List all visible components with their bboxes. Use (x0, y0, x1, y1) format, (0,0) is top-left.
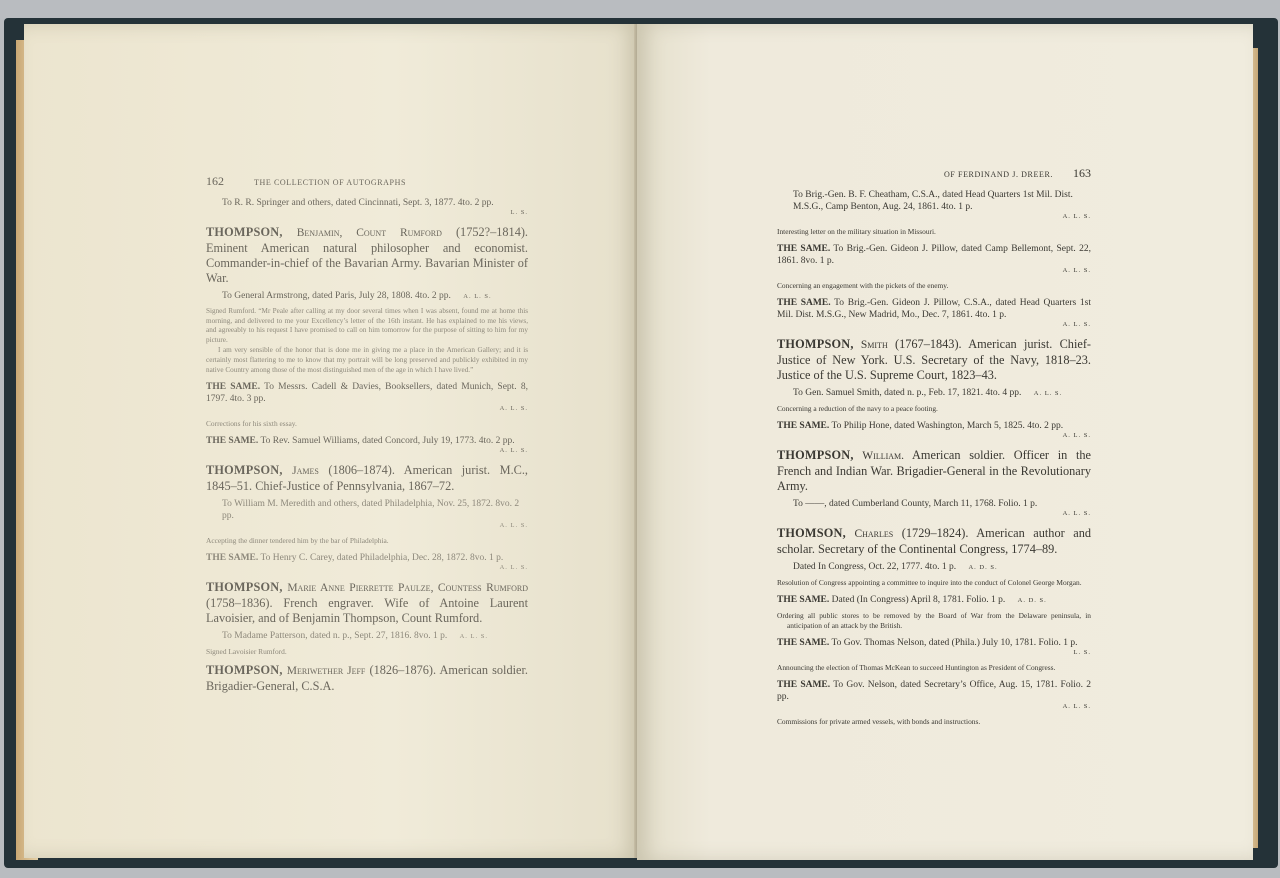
entry-description: (1752?–1814). Eminent American natural philosopher and economist. Commander-in-chief of the Bavarian Army. Bavarian Minister of War. (206, 225, 529, 285)
left-page (24, 24, 638, 858)
ref-code: L. S. (510, 209, 528, 216)
ref-code: A. L. S. (463, 293, 492, 300)
entry-given-name: Marie Anne Pierrette Paulze, Countess Rumford (287, 582, 529, 595)
entry-description: (1806–1874). American jurist. M.C., 1845–51. Chief-Justice of Pennsylvania, 1867–72. (206, 463, 528, 494)
same-text: To Messrs. Cadell & Davies, Booksellers, dated Munich, Sept. 8, 1797. 4to. 3 pp. (206, 382, 528, 405)
ref-text: To R. R. Springer and others, dated Cincinnati, Sept. 3, 1877. 4to. 2 pp. (222, 198, 494, 208)
entry-note: Concerning a reduction of the navy to a peace footing. (777, 404, 938, 413)
same-label: THE SAME. (777, 244, 831, 254)
entry-ref (777, 561, 1091, 574)
entry-same (206, 552, 528, 574)
entry-given-name: James (292, 465, 319, 478)
entry-heading-marie (206, 580, 528, 626)
same-text: To Philip Hone, dated Washington, March 5, 1825. 4to. 2 pp. (831, 421, 1064, 431)
entry-name: THOMSON, (777, 526, 846, 540)
entry-given-name: Meriwether Jeff (286, 665, 366, 678)
entry-name: THOMPSON, (206, 580, 283, 595)
entry-ref (206, 630, 528, 643)
quote-paragraph: I am very sensible of the honor that is done me in giving me a place in the American Gallery; and it is certainly most flattering to me to know that my portrait will be long preserved and publickly exhibited in my native Country among those of the most distinguished men of the age in which I have lived.” (206, 346, 528, 374)
entry-given-name: William. (862, 450, 905, 462)
entry-note: Resolution of Congress appointing a committee to inquire into the conduct of Colonel George Morgan. (777, 578, 1082, 587)
running-head-right (777, 166, 1091, 181)
entry-note: Ordering all public stores to be removed by the Board of War from the Delaware peninsula, in anticipation of an attack by the British. (777, 611, 1091, 630)
same-text: To Gov. Nelson, dated Secretary’s Office, Aug. 15, 1781. Folio. 2 pp. (777, 680, 1091, 702)
entry-same (206, 381, 528, 415)
entry-heading-william (777, 448, 1091, 494)
same-label: THE SAME. (777, 298, 831, 308)
ref-text: To ——, dated Cumberland County, March 11, 1768. Folio. 1 p. (793, 499, 1038, 509)
ref-text: Dated In Congress, Oct. 22, 1777. 4to. 1 p. (793, 562, 957, 572)
right-page (637, 24, 1253, 860)
entry-ref (206, 290, 528, 303)
entry-note: Concerning an engagement with the pickets of the enemy. (777, 281, 949, 290)
entry-note: Interesting letter on the military situation in Missouri. (777, 227, 936, 236)
ref-text: To Brig.-Gen. B. F. Cheatham, C.S.A., dated Head Quarters 1st Mil. Dist. M.S.G., Camp Benton, Aug. 24, 1861. 4to. 1 p. (793, 190, 1073, 212)
ref-code: A. D. S. (968, 564, 998, 571)
ref-code: A. L. S. (499, 522, 528, 530)
page-number-left: 162 (206, 174, 224, 188)
entry-name: THOMPSON, (777, 337, 854, 351)
ref-code: A. L. S. (1062, 267, 1091, 274)
left-page-text (206, 174, 528, 694)
entry-ref (777, 498, 1091, 520)
running-head-title-right: OF FERDINAND J. DREER. (944, 170, 1053, 179)
entry-given-name: Benjamin, Count Rumford (296, 227, 442, 239)
ref-code: A. L. S. (499, 405, 528, 413)
ref-text: To Madame Patterson, dated n. p., Sept. 27, 1816. 8vo. 1 p. (222, 631, 448, 642)
entry-name: THOMPSON, (206, 225, 283, 239)
ref-code: A. L. S. (1033, 390, 1063, 397)
entry-ref (206, 498, 528, 532)
ref-code: A. L. S. (499, 447, 528, 455)
entry-description: (1826–1876). American soldier. Brigadier-General, C.S.A. (206, 663, 528, 694)
entry-note: Announcing the election of Thomas McKean to succeed Huntington as President of Congress. (777, 663, 1056, 672)
entry-ref (206, 197, 528, 219)
entry-name: THOMPSON, (206, 463, 283, 478)
entry-name: THOMPSON, (777, 448, 854, 462)
entry-quote (206, 307, 528, 375)
ref-code: A. L. S. (1062, 432, 1091, 439)
entry-given-name: Smith (860, 339, 888, 351)
ref-code: A. L. S. (459, 633, 488, 641)
ref-code: A. L. S. (1062, 213, 1091, 220)
entry-same (777, 297, 1091, 331)
ref-code: A. L. S. (499, 564, 528, 572)
entry-heading-meriwether (206, 663, 528, 694)
same-text: To Henry C. Carey, dated Philadelphia, Dec. 28, 1872. 8vo. 1 p. (260, 553, 504, 564)
entry-note: Signed Lavoisier Rumford. (206, 647, 287, 657)
entry-heading-charles (777, 526, 1091, 557)
same-label: THE SAME. (777, 595, 830, 605)
same-label: THE SAME. (777, 638, 830, 648)
entry-heading-james (206, 463, 528, 494)
ref-code: L. S. (1073, 649, 1091, 656)
entry-description: American soldier. Officer in the French and Indian War. Brigadier-General in the Revolutionary Army. (777, 448, 1091, 493)
entry-note: Commissions for private armed vessels, with bonds and instructions. (777, 717, 981, 726)
entry-same (777, 637, 1091, 659)
same-label: THE SAME. (777, 421, 830, 431)
entry-same (777, 243, 1091, 277)
entry-ref (777, 189, 1091, 223)
entry-description: (1729–1824). American author and scholar. Secretary of the Continental Congress, 1774–89. (777, 526, 1091, 556)
running-head-left (206, 174, 528, 189)
entry-same (777, 594, 1091, 607)
ref-text: To Gen. Samuel Smith, dated n. p., Feb. 17, 1821. 4to. 4 pp. (793, 388, 1022, 398)
ref-code: A. L. S. (1062, 321, 1091, 328)
same-label: THE SAME. (206, 553, 259, 564)
ref-code: A. L. S. (1062, 510, 1091, 517)
page-number-right: 163 (1073, 166, 1091, 180)
right-page-text (777, 166, 1091, 727)
same-text: To Brig.-Gen. Gideon J. Pillow, C.S.A., dated Head Quarters 1st Mil. Dist. M.S.G., New Madrid, Mo., Dec. 7, 1861. 4to. 1 p. (777, 298, 1091, 320)
same-label: THE SAME. (206, 436, 259, 447)
same-text: To Gov. Thomas Nelson, dated (Phila.) July 10, 1781. Folio. 1 p. (831, 638, 1078, 648)
entry-ref (777, 387, 1091, 400)
same-text: To Rev. Samuel Williams, dated Concord, July 19, 1773. 4to. 2 pp. (260, 436, 515, 447)
same-label: THE SAME. (206, 382, 261, 393)
ref-text: To General Armstrong, dated Paris, July 28, 1808. 4to. 2 pp. (222, 291, 451, 301)
entry-heading-rumford (206, 225, 528, 286)
entry-description: (1758–1836). French engraver. Wife of Antoine Laurent Lavoisier, and of Benjamin Thompson, Count Rumford. (206, 596, 528, 626)
entry-same (206, 435, 528, 457)
same-text: To Brig.-Gen. Gideon J. Pillow, dated Camp Bellemont, Sept. 22, 1861. 8vo. 1 p. (777, 244, 1091, 266)
entry-name: THOMPSON, (206, 663, 283, 678)
entry-heading-smith (777, 337, 1091, 383)
entry-same (777, 420, 1091, 442)
entry-same (777, 679, 1091, 713)
entry-note: Accepting the dinner tendered him by the bar of Philadelphia. (206, 536, 389, 546)
entry-given-name: Charles (854, 528, 894, 540)
quote-paragraph: Signed Rumford. “Mr Peale after calling at my door several times when I was absent, found me at home this morning, and delivered to me your Excellency’s letter of the 16th instant. He has explained to me his views, and agreeably to his request I have promised to call on him tomorrow for the purpose of sitting to him for my picture. (206, 307, 528, 344)
ref-code: A. L. S. (1062, 703, 1091, 710)
entry-description: (1767–1843). American jurist. Chief-Justice of New York. U.S. Secretary of the Navy, 1818–23. Justice of the U.S. Supreme Court, 1823–43. (777, 337, 1092, 382)
same-text: Dated (In Congress) April 8, 1781. Folio. 1 p. (831, 595, 1006, 605)
ref-text: To William M. Meredith and others, dated Philadelphia, Nov. 25, 1872. 8vo. 2 pp. (222, 499, 520, 522)
ref-code: A. D. S. (1017, 597, 1047, 604)
running-head-title-left: THE COLLECTION OF AUTOGRAPHS (254, 178, 406, 187)
same-label: THE SAME. (777, 680, 831, 690)
entry-note: Corrections for his sixth essay. (206, 419, 297, 429)
